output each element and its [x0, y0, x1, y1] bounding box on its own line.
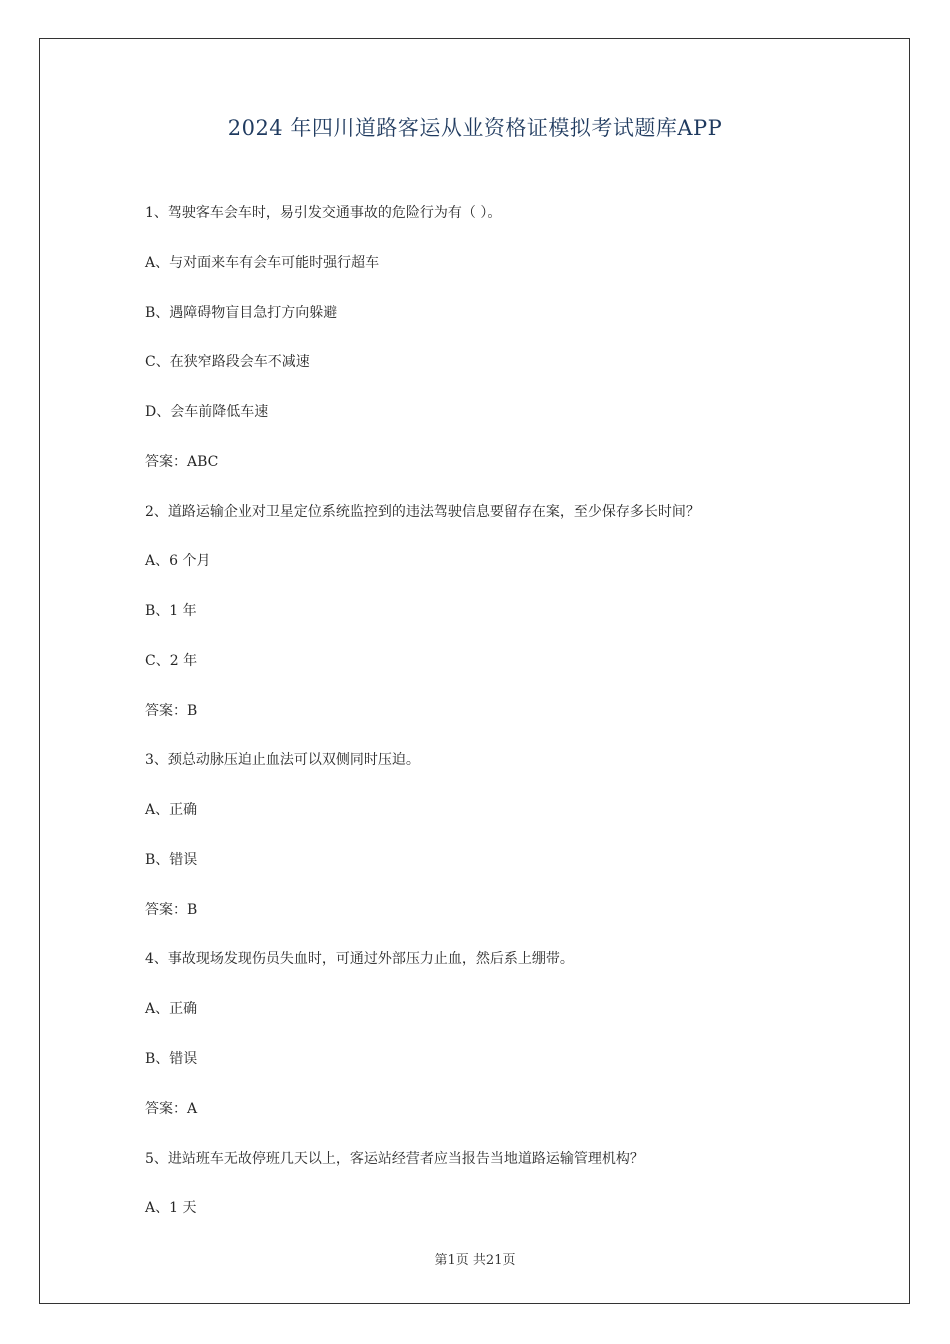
question-1-option-a: A、与对面来车有会车可能时强行超车	[145, 255, 380, 271]
question-1-option-c: C、在狭窄路段会车不减速	[145, 354, 310, 370]
question-5-option-a: A、1 天	[145, 1200, 197, 1216]
question-3-text: 3、颈总动脉压迫止血法可以双侧同时压迫。	[145, 752, 420, 768]
question-4-option-a: A、正确	[145, 1001, 198, 1017]
question-2-option-b: B、1 年	[145, 603, 197, 619]
page-footer: 第1页 共21页	[434, 1253, 516, 1268]
question-1-text: 1、驾驶客车会车时，易引发交通事故的危险行为有（ ）。	[145, 205, 502, 221]
question-3-option-b: B、错误	[145, 852, 198, 868]
question-3-option-a: A、正确	[145, 802, 198, 818]
question-2-answer: 答案：B	[145, 703, 198, 719]
question-4-option-b: B、错误	[145, 1051, 198, 1067]
question-2-option-a: A、6 个月	[145, 553, 211, 569]
question-1-option-d: D、会车前降低车速	[145, 404, 269, 420]
document-title: 2024 年四川道路客运从业资格证模拟考试题库APP	[227, 116, 723, 140]
question-2-text: 2、道路运输企业对卫星定位系统监控到的违法驾驶信息要留存在案，至少保存多长时间？	[145, 504, 700, 520]
question-1-option-b: B、遇障碍物盲目急打方向躲避	[145, 305, 338, 321]
question-4-text: 4、事故现场发现伤员失血时，可通过外部压力止血，然后系上绷带。	[145, 951, 574, 967]
question-5-text: 5、进站班车无故停班几天以上，客运站经营者应当报告当地道路运输管理机构？	[145, 1151, 644, 1167]
question-1-answer: 答案：ABC	[145, 454, 219, 470]
question-2-option-c: C、2 年	[145, 653, 198, 669]
question-4-answer: 答案：A	[145, 1101, 198, 1117]
question-3-answer: 答案：B	[145, 902, 198, 918]
